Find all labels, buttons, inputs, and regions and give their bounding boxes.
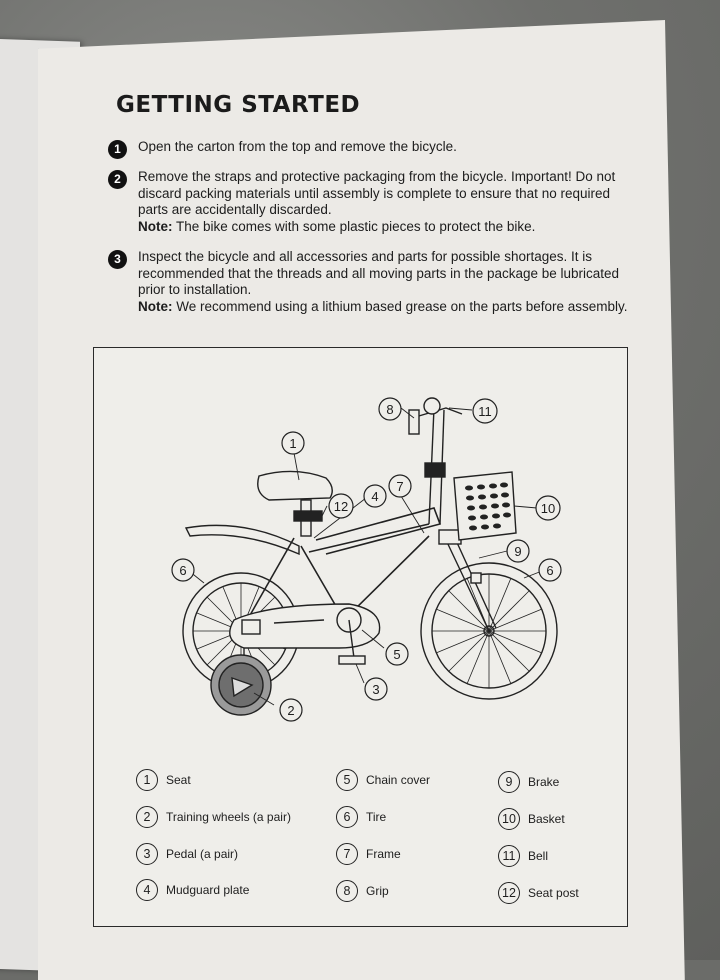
section-heading: GETTING STARTED xyxy=(116,92,361,118)
legend-number: 5 xyxy=(336,769,358,791)
legend-item-chain-cover xyxy=(336,768,430,790)
legend-item-training-wheels xyxy=(136,805,291,827)
callout-2 xyxy=(280,699,302,721)
callout-9 xyxy=(507,540,529,562)
legend-item-frame xyxy=(336,842,401,864)
callout-3 xyxy=(365,678,387,700)
note-text: We recommend using a lithium based grease on the parts before assembly. xyxy=(176,298,628,314)
seat xyxy=(258,471,333,500)
legend-item-tire xyxy=(336,805,386,827)
legend-label: Frame xyxy=(366,846,401,861)
legend-number: 11 xyxy=(498,845,520,867)
handlebar xyxy=(409,398,462,524)
step-number-badge: 2 xyxy=(108,170,127,189)
legend-item-grip xyxy=(336,879,389,901)
legend-label: Basket xyxy=(528,811,565,826)
callout-4 xyxy=(364,485,386,507)
step-2 xyxy=(108,169,628,235)
legend-item-pedal xyxy=(136,842,238,864)
legend-number: 8 xyxy=(336,880,358,902)
legend-label: Brake xyxy=(528,774,560,789)
callout-1 xyxy=(282,432,304,454)
legend-item-mudguard-plate xyxy=(136,878,249,900)
step-3 xyxy=(108,249,628,315)
callout-10 xyxy=(536,496,560,520)
callout-6-left xyxy=(172,559,194,581)
step-note xyxy=(138,299,628,316)
svg-text:6: 6 xyxy=(179,563,187,578)
note-text: The bike comes with some plastic pieces to protect the bike. xyxy=(176,218,536,234)
legend-item-basket xyxy=(498,807,565,829)
callout-6-right xyxy=(539,559,561,581)
note-label: Note: xyxy=(138,218,173,234)
step-text: Inspect the bicycle and all accessories and parts for possible shortages. It is recommended that the threads and all moving parts in the package be lubricated prior to installation. xyxy=(138,249,620,298)
legend-number: 2 xyxy=(136,806,158,828)
bicycle-diagram-box xyxy=(93,347,628,927)
svg-text:4: 4 xyxy=(371,489,379,504)
step-number-badge: 3 xyxy=(108,250,127,269)
legend-item-seat xyxy=(136,768,191,790)
callout-12 xyxy=(329,494,353,518)
step-text: Open the carton from the top and remove the bicycle. xyxy=(138,139,457,154)
svg-text:8: 8 xyxy=(386,402,394,417)
basket xyxy=(454,472,516,540)
step-note xyxy=(138,219,628,236)
svg-text:6: 6 xyxy=(546,563,554,578)
step-text: Remove the straps and protective packaging from the bicycle. Important! Do not discard packing materials until assembly is complete to ensure that no required parts are accidentally discarded. xyxy=(138,169,616,218)
svg-text:7: 7 xyxy=(396,479,404,494)
legend-number: 3 xyxy=(136,843,158,865)
callout-8 xyxy=(379,398,401,420)
legend-label: Bell xyxy=(528,848,549,863)
bicycle-diagram xyxy=(94,348,627,926)
legend-number: 6 xyxy=(336,806,358,828)
svg-text:1: 1 xyxy=(289,436,297,451)
seat-post xyxy=(294,500,322,536)
step-1 xyxy=(108,139,628,156)
step-number-badge: 1 xyxy=(108,140,127,159)
legend-item-seat-post xyxy=(498,881,579,903)
legend-label: Seat xyxy=(166,772,191,787)
svg-text:11: 11 xyxy=(478,404,492,419)
legend-label: Training wheels (a pair) xyxy=(166,809,291,824)
svg-text:5: 5 xyxy=(393,647,401,662)
legend-item-brake xyxy=(498,770,559,792)
legend-number: 10 xyxy=(498,808,520,830)
svg-text:10: 10 xyxy=(540,501,556,516)
legend-number: 4 xyxy=(136,879,158,901)
legend-label: Seat post xyxy=(528,885,579,900)
svg-text:3: 3 xyxy=(372,682,380,697)
svg-text:2: 2 xyxy=(287,703,295,718)
callout-5 xyxy=(386,643,408,665)
rear-mudguard xyxy=(186,525,299,554)
callout-11 xyxy=(473,399,497,423)
legend-number: 9 xyxy=(498,771,520,793)
legend-label: Pedal (a pair) xyxy=(166,846,239,861)
legend-label: Grip xyxy=(366,883,389,898)
fork xyxy=(439,530,496,631)
legend-label: Chain cover xyxy=(366,772,431,787)
legend-item-bell xyxy=(498,844,548,866)
svg-text:12: 12 xyxy=(333,499,349,514)
note-label: Note: xyxy=(138,298,173,314)
legend-number: 7 xyxy=(336,843,358,865)
legend-label: Mudguard plate xyxy=(166,882,250,897)
legend-number: 12 xyxy=(498,882,520,904)
legend-label: Tire xyxy=(366,809,387,824)
training-wheel xyxy=(211,648,271,715)
legend-number: 1 xyxy=(136,769,158,791)
svg-text:9: 9 xyxy=(514,544,522,559)
callout-7 xyxy=(389,475,411,497)
